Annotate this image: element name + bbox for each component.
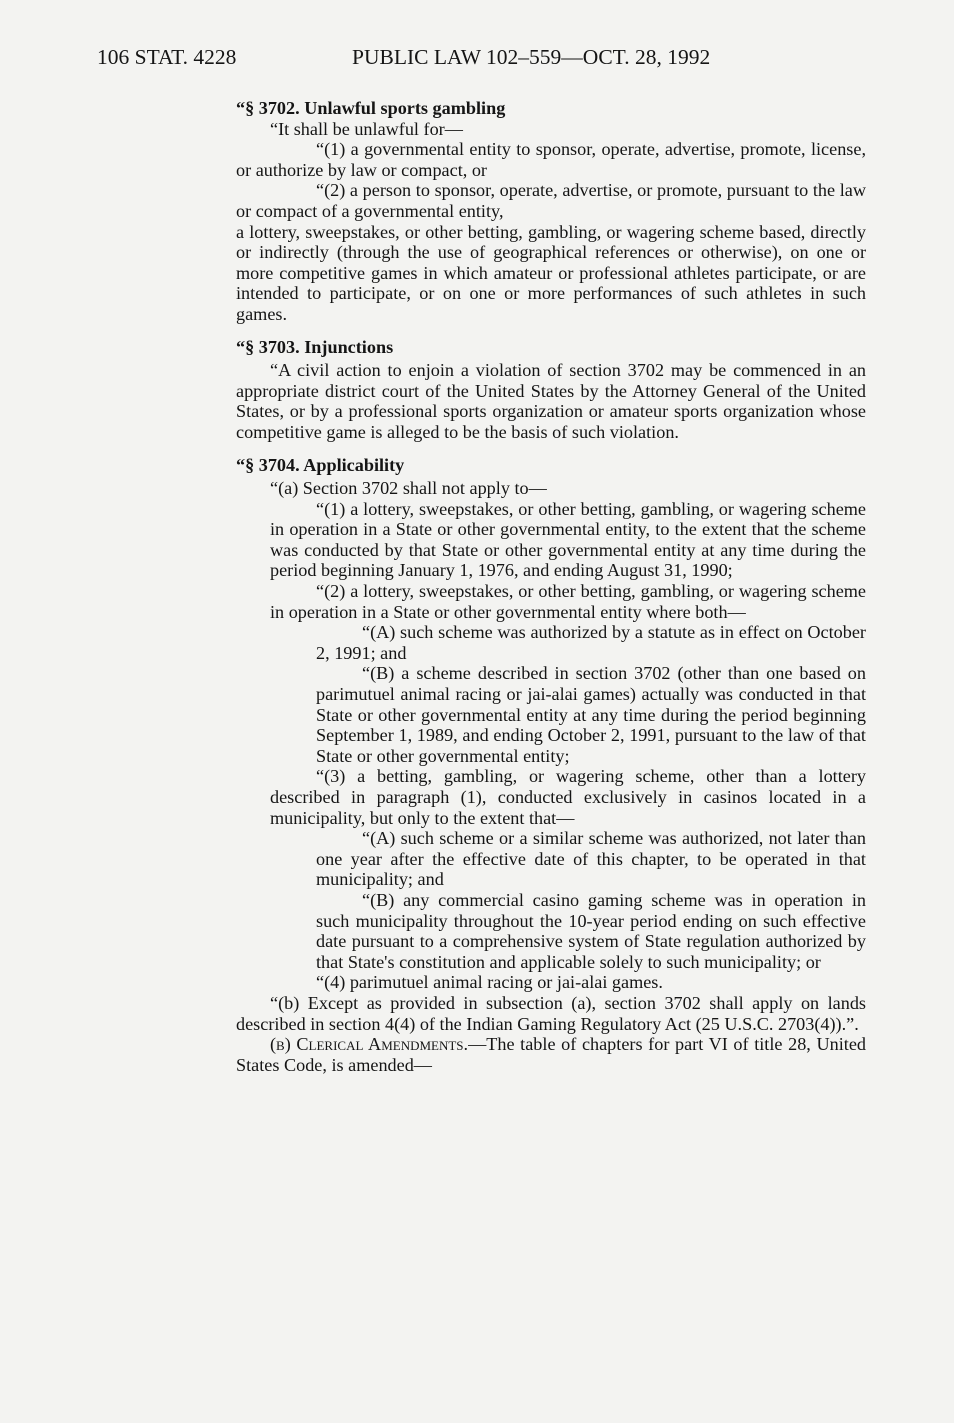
clerical-amendments-label: (b) Clerical Amendments. bbox=[270, 1034, 469, 1055]
section-3702-para-1: “(1) a governmental entity to sponsor, operate, advertise, promote, license, or authorize by law or compact, or bbox=[236, 139, 866, 180]
section-3704-a-para-3-B: “(B) any commercial casino gaming scheme was in operation in such municipality throughout the 10-year period ending on such effective date pursuant to a comprehensive system of State regulation authorized by that State's constitution and applicable solely to such municipality; or bbox=[316, 889, 866, 972]
section-3704-a-para-2: “(2) a lottery, sweepstakes, or other betting, gambling, or wagering scheme in operation in a State or other governmental entity where both— bbox=[270, 581, 866, 622]
stat-reference: 106 STAT. 4228 bbox=[97, 45, 237, 69]
section-3704-a-para-2-A: “(A) such scheme was authorized by a statute as in effect on October 2, 1991; and bbox=[316, 622, 866, 663]
clerical-amendments-text: —The table of chapters for part VI of title 28, United States Code, is amended— bbox=[236, 1034, 866, 1075]
section-3703-body: “A civil action to enjoin a violation of section 3702 may be commenced in an appropriate district court of the United States by the Attorney General of the United States, or by a professional sports organization or amateur sports organization whose competitive game is alleged to be the basis of such violation. bbox=[236, 360, 866, 442]
section-3702-heading: “§ 3702. Unlawful sports gambling bbox=[236, 98, 506, 118]
statute-body bbox=[236, 98, 866, 1075]
section-3702-intro: “It shall be unlawful for— bbox=[270, 118, 463, 139]
section-3704-a-para-3-A: “(A) such scheme or a similar scheme was authorized, not later than one year after the effective date of this chapter, to be operated in that municipality; and bbox=[316, 828, 866, 890]
section-3704-a-para-2-B: “(B) a scheme described in section 3702 (other than one based on parimutuel animal racing or jai-alai games) actually was conducted in that State or other governmental entity at any time during the period beginning September 1, 1989, and ending October 2, 1991, pursuant to the law of that State or other governmental entity; bbox=[316, 663, 866, 766]
clerical-amendments bbox=[236, 1034, 866, 1075]
section-3704-a-para-1: “(1) a lottery, sweepstakes, or other betting, gambling, or wagering scheme in operation in a State or other governmental entity, to the extent that the scheme was conducted by that State or other governmental entity at any time during the period beginning January 1, 1976, and ending August 31, 1990; bbox=[270, 498, 866, 581]
section-3702-para-2: “(2) a person to sponsor, operate, advertise, or promote, pursuant to the law or compact of a governmental entity, bbox=[236, 180, 866, 221]
public-law-reference: PUBLIC LAW 102–559—OCT. 28, 1992 bbox=[352, 45, 711, 69]
section-3704-a-para-3: “(3) a betting, gambling, or wagering scheme, other than a lottery described in paragraph (1), conducted exclusively in casinos located in a municipality, but only to the extent that— bbox=[270, 766, 866, 828]
section-3704-subsection-a: “(a) Section 3702 shall not apply to— bbox=[270, 478, 547, 499]
section-3704-a-para-4: “(4) parimutuel animal racing or jai-alai games. bbox=[316, 972, 663, 993]
section-3704-heading: “§ 3704. Applicability bbox=[236, 454, 405, 475]
section-3703-heading: “§ 3703. Injunctions bbox=[236, 336, 394, 357]
section-3702-tail: a lottery, sweepstakes, or other betting, gambling, or wagering scheme based, directly or indirectly (through the use of geographical references or otherwise), on one or more competitive games in which amateur or professional athletes participate, or are intended to participate, or on one or more performances of such athletes in such games. bbox=[236, 221, 866, 324]
section-3704-subsection-b: “(b) Except as provided in subsection (a), section 3702 shall apply on lands described in section 4(4) of the Indian Gaming Regulatory Act (25 U.S.C. 2703(4)).”. bbox=[236, 992, 866, 1034]
